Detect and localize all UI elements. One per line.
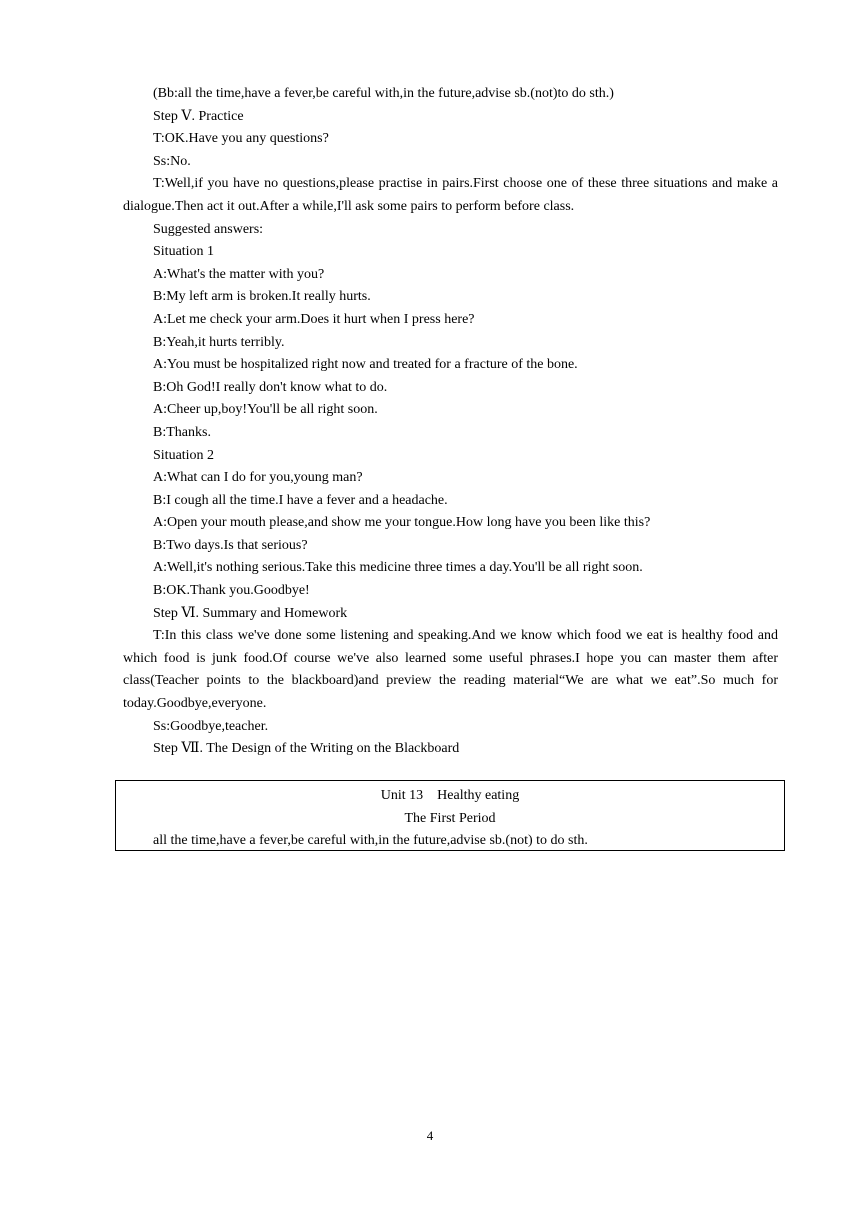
- dialogue-line: B:Thanks.: [153, 424, 211, 440]
- practice-instructions: T:Well,if you have no questions,please practise in pairs.First choose one of these three situations and make a dialogue.Then act it out.After a while,I'll ask some pairs to perform before class.: [123, 176, 778, 214]
- dialogue-line: B:Oh God!I really don't know what to do.: [153, 379, 388, 395]
- step-7-heading: Step Ⅶ. The Design of the Writing on the Blackboard: [153, 741, 460, 757]
- blackboard-subtitle: The First Period: [404, 810, 496, 826]
- page-number: 4: [426, 1128, 434, 1143]
- blackboard-phrases: all the time,have a fever,be careful with,in the future,advise sb.(not) to do sth.: [153, 833, 588, 849]
- suggested-answers-label: Suggested answers:: [153, 221, 264, 237]
- dialogue-line: A:What's the matter with you?: [153, 266, 325, 282]
- dialogue-line: B:Yeah,it hurts terribly.: [153, 334, 285, 350]
- document-body: [123, 83, 778, 761]
- dialogue-line: A:What can I do for you,young man?: [153, 470, 363, 486]
- dialogue-line: T:OK.Have you any questions?: [153, 131, 329, 147]
- dialogue-line: B:Two days.Is that serious?: [153, 537, 308, 553]
- summary-paragraph: T:In this class we've done some listening and speaking.And we know which food we eat is healthy food and which food is junk food.Of course we've also learned some useful phrases.I hope you can master them after class(Teacher points to the blackboard)and preview the reading material“We are what we eat”.So much for today.Goodbye,everyone.: [123, 628, 778, 712]
- blackboard-design-box: [115, 780, 785, 851]
- dialogue-line: A:Let me check your arm.Does it hurt when I press here?: [153, 311, 475, 327]
- dialogue-line: Ss:Goodbye,teacher.: [153, 718, 269, 734]
- dialogue-line: A:Open your mouth please,and show me your tongue.How long have you been like this?: [153, 515, 651, 531]
- step-5-heading: Step Ⅴ. Practice: [153, 108, 244, 124]
- situation-2-heading: Situation 2: [153, 447, 215, 463]
- dialogue-line: A:Cheer up,boy!You'll be all right soon.: [153, 402, 378, 418]
- blackboard-note: (Bb:all the time,have a fever,be careful with,in the future,advise sb.(not)to do sth.): [153, 86, 614, 101]
- dialogue-line: Ss:No.: [153, 153, 191, 169]
- dialogue-line: A:Well,it's nothing serious.Take this medicine three times a day.You'll be all right soon.: [153, 560, 643, 576]
- dialogue-line: B:My left arm is broken.It really hurts.: [153, 289, 371, 305]
- blackboard-title: Unit 13 Healthy eating: [380, 788, 520, 803]
- situation-1-heading: Situation 1: [153, 244, 215, 260]
- dialogue-line: A:You must be hospitalized right now and treated for a fracture of the bone.: [153, 357, 578, 373]
- dialogue-line: B:I cough all the time.I have a fever and a headache.: [153, 492, 448, 508]
- dialogue-line: B:OK.Thank you.Goodbye!: [153, 583, 310, 599]
- step-6-heading: Step Ⅵ. Summary and Homework: [153, 605, 348, 621]
